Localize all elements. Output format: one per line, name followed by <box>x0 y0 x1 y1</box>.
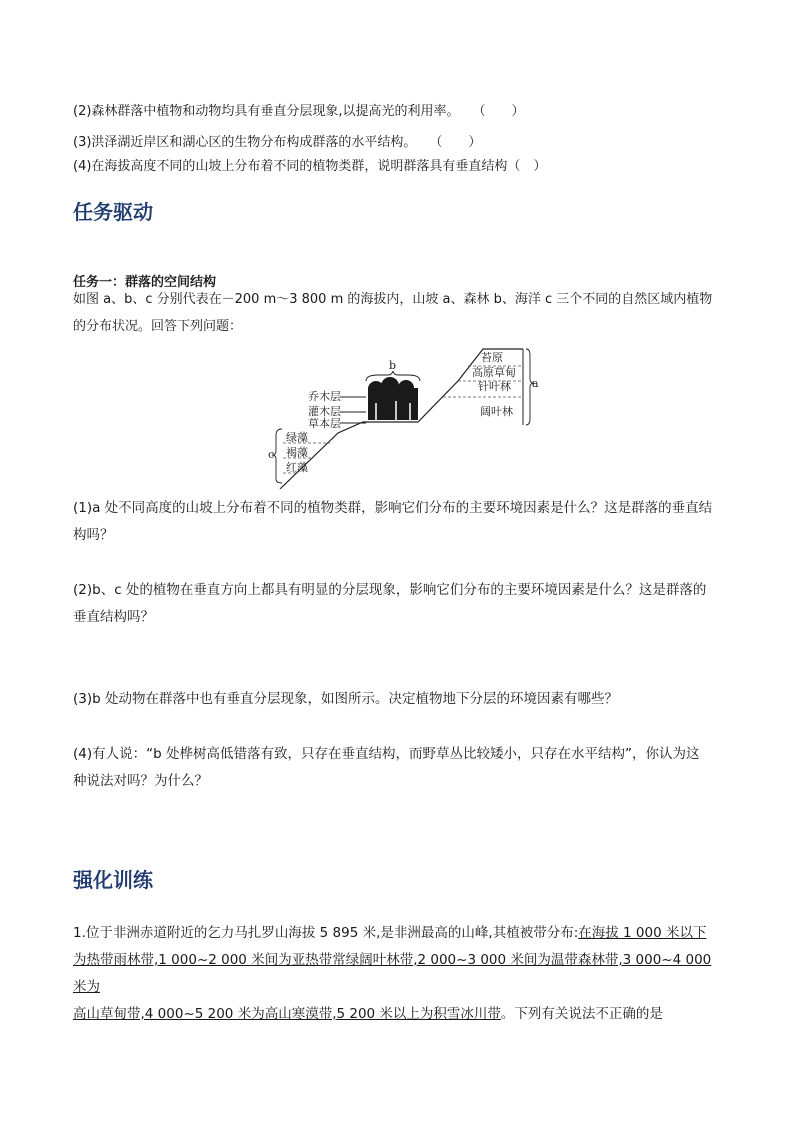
question-1-line1: (1)a 处不同高度的山坡上分布着不同的植物类群，影响它们分布的主要环境因素是什么？这是群落的垂直结 <box>73 500 713 516</box>
label-alpine-meadow: 高原草甸 <box>472 366 516 379</box>
exercise-1-underlined-3: 高山草甸带,4 000~5 200 米为高山寒漠带,5 200 米以上为积雪冰川带 <box>73 1006 501 1022</box>
label-brown-algae: 褐藻 <box>286 446 308 459</box>
question-2-line2: 垂直结构吗？ <box>73 609 154 625</box>
label-herb-layer: 草本层 <box>308 417 341 430</box>
label-green-algae: 绿藻 <box>286 431 308 444</box>
judgment-2: (2)森林群落中植物和动物均具有垂直分层现象,以提高光的利用率。 （ ） <box>73 104 525 119</box>
label-red-algae: 红藻 <box>286 461 308 474</box>
task1-title: 任务一：群落的空间结构 <box>73 275 217 290</box>
vegetation-distribution-figure <box>268 343 540 489</box>
judgment-3: (3)洪泽湖近岸区和湖心区的生物分布构成群落的水平结构。 （ ） <box>73 135 482 150</box>
label-coniferous: 针叶林 <box>478 380 511 393</box>
label-broadleaf: 阔叶林 <box>480 405 513 418</box>
section-title-task-drive: 任务驱动 <box>73 200 153 224</box>
label-b: b <box>389 359 397 372</box>
exercise-1 <box>73 920 723 1028</box>
question-3: (3)b 处动物在群落中也有垂直分层现象，如图所示。决定植物地下分层的环境因素有哪些？ <box>73 691 618 707</box>
exercise-1-suffix: 。下列有关说法不正确的是 <box>500 1006 663 1022</box>
label-a: a <box>532 377 539 390</box>
label-shrub-layer: 灌木层 <box>308 405 341 418</box>
section-title-reinforcement: 强化训练 <box>73 868 153 892</box>
exercise-1-prefix: 1.位于非洲赤道附近的乞力马扎罗山海拔 5 895 米,是非洲最高的山峰,其植被带分布: <box>73 925 579 941</box>
judgment-4: (4)在海拔高度不同的山坡上分布着不同的植物类群，说明群落具有垂直结构（ ） <box>73 159 547 174</box>
question-1-line2: 构吗？ <box>73 527 114 543</box>
forest-trees-icon <box>368 377 418 421</box>
question-4-line2: 种说法对吗？为什么？ <box>73 773 208 789</box>
task1-intro-line1: 如图 a、b、c 分别代表在－200 m～3 800 m 的海拔内，山坡 a、森林 b、海洋 c 三个不同的自然区域内植物 <box>73 292 713 307</box>
exercise-1-underlined-2: 为热带雨林带,1 000~2 000 米间为亚热带常绿阔叶林带,2 000~3 000 米间为温带森林带,3 000~4 000 米为 <box>73 952 712 995</box>
question-2-line1: (2)b、c 处的植物在垂直方向上都具有明显的分层现象，影响它们分布的主要环境因素是什么？这是群落的 <box>73 582 707 598</box>
task1-intro-line2: 的分布状况。回答下列问题： <box>73 319 243 334</box>
label-tree-layer: 乔木层 <box>308 390 341 403</box>
label-c: c <box>268 448 275 461</box>
exercise-1-underlined-1: 在海拔 1 000 米以下 <box>578 925 707 941</box>
label-tundra: 苔原 <box>481 351 503 364</box>
question-4-line1: (4)有人说：“b 处桦树高低错落有致，只存在垂直结构，而野草丛比较矮小，只存在水平结构”，你认为这 <box>73 746 700 762</box>
